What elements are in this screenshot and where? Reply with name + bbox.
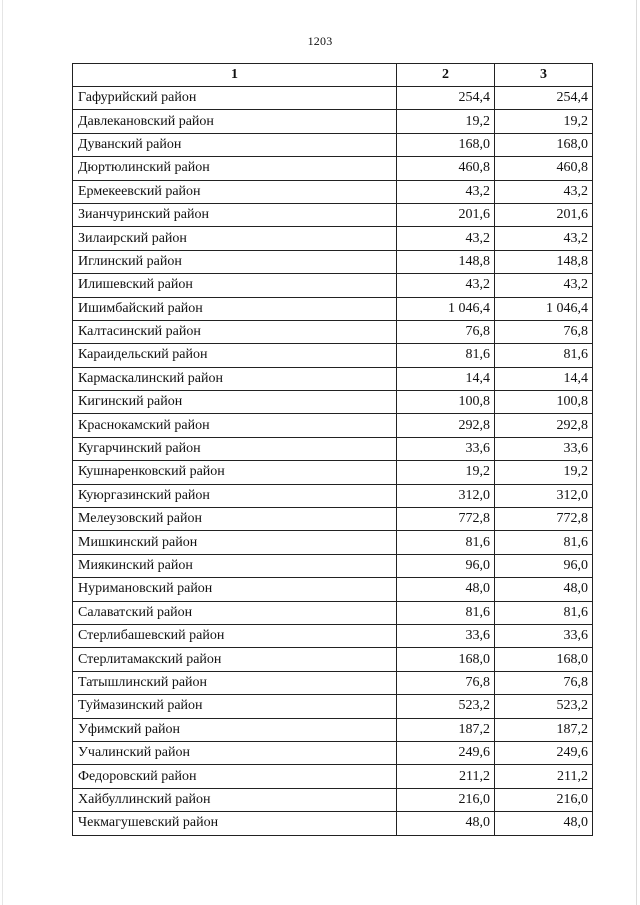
- district-name-cell: Учалинский район: [73, 741, 397, 764]
- district-name-cell: Ермекеевский район: [73, 180, 397, 203]
- district-name-cell: Краснокамский район: [73, 414, 397, 437]
- value-cell-col3: 48,0: [495, 578, 593, 601]
- table-row: [73, 601, 593, 624]
- table-row: [73, 320, 593, 343]
- value-cell-col3: 81,6: [495, 344, 593, 367]
- table-row: [73, 227, 593, 250]
- value-cell-col2: 211,2: [397, 765, 495, 788]
- district-name-cell: Салаватский район: [73, 601, 397, 624]
- value-cell-col3: 48,0: [495, 812, 593, 835]
- value-cell-col3: 460,8: [495, 157, 593, 180]
- value-cell-col3: 43,2: [495, 180, 593, 203]
- value-cell-col2: 1 046,4: [397, 297, 495, 320]
- value-cell-col2: 523,2: [397, 695, 495, 718]
- table-row: [73, 414, 593, 437]
- value-cell-col2: 254,4: [397, 87, 495, 110]
- value-cell-col2: 76,8: [397, 671, 495, 694]
- table-row: [73, 788, 593, 811]
- table-row: [73, 648, 593, 671]
- value-cell-col3: 168,0: [495, 133, 593, 156]
- district-name-cell: Хайбуллинский район: [73, 788, 397, 811]
- value-cell-col3: 81,6: [495, 531, 593, 554]
- table-row: [73, 87, 593, 110]
- table-row: [73, 367, 593, 390]
- value-cell-col2: 43,2: [397, 274, 495, 297]
- district-name-cell: Федоровский район: [73, 765, 397, 788]
- value-cell-col3: 76,8: [495, 671, 593, 694]
- value-cell-col3: 96,0: [495, 554, 593, 577]
- value-cell-col3: 148,8: [495, 250, 593, 273]
- value-cell-col3: 81,6: [495, 601, 593, 624]
- page-number: 1203: [307, 34, 333, 48]
- district-name-cell: Зианчуринский район: [73, 203, 397, 226]
- district-table: [72, 63, 593, 836]
- value-cell-col3: 76,8: [495, 320, 593, 343]
- value-cell-col2: 48,0: [397, 578, 495, 601]
- value-cell-col2: 33,6: [397, 624, 495, 647]
- value-cell-col2: 96,0: [397, 554, 495, 577]
- scan-edge-right: [636, 0, 637, 905]
- table-row: [73, 437, 593, 460]
- table-row: [73, 741, 593, 764]
- table-row: [73, 297, 593, 320]
- scan-edge-left: [2, 0, 3, 905]
- district-name-cell: Мишкинский район: [73, 531, 397, 554]
- value-cell-col2: 100,8: [397, 391, 495, 414]
- value-cell-col2: 168,0: [397, 648, 495, 671]
- district-name-cell: Иглинский район: [73, 250, 397, 273]
- table-row: [73, 531, 593, 554]
- value-cell-col2: 460,8: [397, 157, 495, 180]
- value-cell-col2: 292,8: [397, 414, 495, 437]
- district-name-cell: Зилаирский район: [73, 227, 397, 250]
- value-cell-col3: 33,6: [495, 437, 593, 460]
- value-cell-col2: 48,0: [397, 812, 495, 835]
- value-cell-col2: 76,8: [397, 320, 495, 343]
- table-row: [73, 110, 593, 133]
- district-name-cell: Куюргазинский район: [73, 484, 397, 507]
- value-cell-col3: 254,4: [495, 87, 593, 110]
- table-row: [73, 812, 593, 835]
- table-row: [73, 157, 593, 180]
- table-row: [73, 250, 593, 273]
- table-row: [73, 671, 593, 694]
- value-cell-col3: 523,2: [495, 695, 593, 718]
- value-cell-col2: 19,2: [397, 461, 495, 484]
- table-row: [73, 578, 593, 601]
- value-cell-col3: 33,6: [495, 624, 593, 647]
- value-cell-col3: 19,2: [495, 461, 593, 484]
- table-row: [73, 461, 593, 484]
- table-row: [73, 508, 593, 531]
- value-cell-col2: 43,2: [397, 180, 495, 203]
- value-cell-col3: 249,6: [495, 741, 593, 764]
- value-cell-col3: 14,4: [495, 367, 593, 390]
- district-name-cell: Туймазинский район: [73, 695, 397, 718]
- district-name-cell: Миякинский район: [73, 554, 397, 577]
- column-header-1: 1: [73, 64, 397, 87]
- district-name-cell: Илишевский район: [73, 274, 397, 297]
- value-cell-col2: 772,8: [397, 508, 495, 531]
- district-name-cell: Кушнаренковский район: [73, 461, 397, 484]
- table-row: [73, 554, 593, 577]
- district-name-cell: Кармаскалинский район: [73, 367, 397, 390]
- table-row: [73, 274, 593, 297]
- district-name-cell: Стерлитамакский район: [73, 648, 397, 671]
- table-row: [73, 624, 593, 647]
- district-name-cell: Дюртюлинский район: [73, 157, 397, 180]
- district-name-cell: Татышлинский район: [73, 671, 397, 694]
- district-name-cell: Мелеузовский район: [73, 508, 397, 531]
- table-row: [73, 718, 593, 741]
- value-cell-col3: 187,2: [495, 718, 593, 741]
- district-name-cell: Дуванский район: [73, 133, 397, 156]
- value-cell-col3: 43,2: [495, 227, 593, 250]
- value-cell-col2: 312,0: [397, 484, 495, 507]
- value-cell-col2: 216,0: [397, 788, 495, 811]
- value-cell-col3: 211,2: [495, 765, 593, 788]
- value-cell-col2: 33,6: [397, 437, 495, 460]
- value-cell-col2: 187,2: [397, 718, 495, 741]
- table-row: [73, 391, 593, 414]
- value-cell-col2: 201,6: [397, 203, 495, 226]
- header-row: [73, 64, 593, 87]
- value-cell-col2: 81,6: [397, 344, 495, 367]
- district-name-cell: Стерлибашевский район: [73, 624, 397, 647]
- value-cell-col2: 148,8: [397, 250, 495, 273]
- value-cell-col3: 201,6: [495, 203, 593, 226]
- district-name-cell: Кугарчинский район: [73, 437, 397, 460]
- value-cell-col3: 1 046,4: [495, 297, 593, 320]
- table-row: [73, 344, 593, 367]
- value-cell-col3: 772,8: [495, 508, 593, 531]
- column-header-3: 3: [495, 64, 593, 87]
- value-cell-col3: 292,8: [495, 414, 593, 437]
- value-cell-col2: 19,2: [397, 110, 495, 133]
- district-name-cell: Кигинский район: [73, 391, 397, 414]
- value-cell-col2: 168,0: [397, 133, 495, 156]
- value-cell-col3: 43,2: [495, 274, 593, 297]
- district-name-cell: Караидельский район: [73, 344, 397, 367]
- value-cell-col2: 81,6: [397, 531, 495, 554]
- value-cell-col3: 216,0: [495, 788, 593, 811]
- district-name-cell: Чекмагушевский район: [73, 812, 397, 835]
- value-cell-col2: 249,6: [397, 741, 495, 764]
- table-body: [73, 87, 593, 836]
- district-name-cell: Калтасинский район: [73, 320, 397, 343]
- value-cell-col2: 14,4: [397, 367, 495, 390]
- table-row: [73, 695, 593, 718]
- value-cell-col2: 43,2: [397, 227, 495, 250]
- column-header-2: 2: [397, 64, 495, 87]
- district-name-cell: Уфимский район: [73, 718, 397, 741]
- district-name-cell: Нуримановский район: [73, 578, 397, 601]
- value-cell-col3: 168,0: [495, 648, 593, 671]
- table-row: [73, 180, 593, 203]
- table-row: [73, 133, 593, 156]
- district-name-cell: Гафурийский район: [73, 87, 397, 110]
- district-name-cell: Ишимбайский район: [73, 297, 397, 320]
- value-cell-col2: 81,6: [397, 601, 495, 624]
- table-row: [73, 765, 593, 788]
- table-row: [73, 203, 593, 226]
- value-cell-col3: 312,0: [495, 484, 593, 507]
- table-row: [73, 484, 593, 507]
- value-cell-col3: 100,8: [495, 391, 593, 414]
- district-name-cell: Давлекановский район: [73, 110, 397, 133]
- value-cell-col3: 19,2: [495, 110, 593, 133]
